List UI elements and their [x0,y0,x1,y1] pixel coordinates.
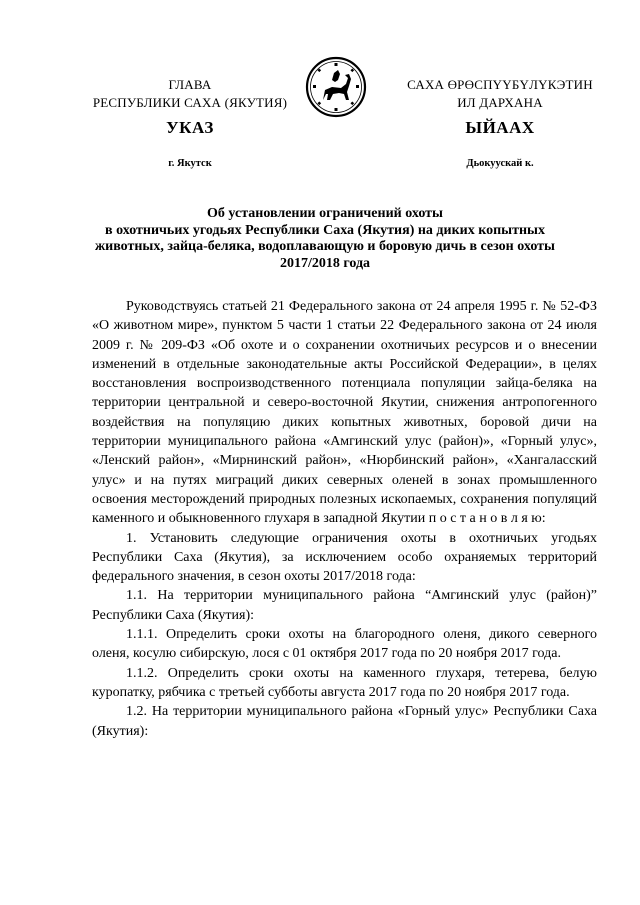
header-right-line2: ИЛ ДАРХАНА [457,95,543,110]
clause-paragraph: 1.1. На территории муниципального района “Амгинский улус (район)” Республики Саха (Якутия): [92,588,597,623]
city-ru: г. Якутск [168,158,212,169]
doc-type-sakha: ЫЙААХ [465,118,535,137]
clause-paragraph: 1.1.1. Определить сроки охоты на благородного оленя, дикого северного оленя, косулю сибирскую, лося с 01 октября 2017 года по 20 ноября 2017 года. [92,627,597,662]
title-line: 2017/2018 года [279,255,371,271]
document-title [90,206,560,272]
title-line: Об установлении ограничений охоты [207,206,443,221]
clause-paragraph: 1.2. На территории муниципального района «Горный улус» Республики Саха (Якутия): [92,704,597,739]
header-right-line1: САХА ӨРӨСПҮҮБҮЛҮКЭТИН [407,77,593,92]
city-sakha: Дьокуускай к. [466,158,534,169]
header-left-line1: ГЛАВА [168,77,212,92]
title-line: животных, зайца-беляка, водоплавающую и боровую дичь в сезон охоты [94,239,555,254]
preamble-paragraph: Руководствуясь статьей 21 Федерального закона от 24 апреля 1995 г. № 52-ФЗ «О животном мире», пунктом 5 части 1 статьи 22 Федерального закона от 24 июля 2009 г. № 209-ФЗ «Об охоте и о сохранении охотничьих ресурсов и о внесении изменений в отдельные законодательные акты Российской Федерации», в целях восстановления воспроизводственного потенциала популяции зайца-беляка на территории центральной и северо-восточной Якутии, снижения антропогенного воздействия на популяцию диких копытных животных, боровой дичи на территории муниципального района «Амгинский улус (район)», «Горный улус», «Ленский район», «Мирнинский район», «Нюрбинский район», «Хангаласский улус» и на путях миграций диких северных оленей в зонах промышленного освоения месторождений природных полезных ископаемых, сохранения популяций каменного и обыкновенного глухаря в западной Якутии п о с т а н о в л я ю: [92,299,597,527]
coat-of-arms-icon [305,56,367,118]
header-left [70,76,310,112]
clause-paragraph: 1.1.2. Определить сроки охоты на каменного глухаря, тетерева, белую куропатку, рябчика с третьей субботы августа 2017 года по 20 ноября 2017 года. [92,665,597,700]
doc-type-ru: УКАЗ [166,118,214,137]
title-line: в охотничьих угодьях Республики Саха (Якутия) на диких копытных [105,222,545,238]
header-right [380,76,620,112]
clause-paragraph: 1. Установить следующие ограничения охоты в охотничьих угодьях Республики Саха (Якутия), за исключением особо охраняемых территорий федерального значения, в сезон охоты 2017/2018 года: [92,530,597,585]
header-left-line2: РЕСПУБЛИКИ САХА (ЯКУТИЯ) [92,95,288,110]
document-body [92,297,597,741]
